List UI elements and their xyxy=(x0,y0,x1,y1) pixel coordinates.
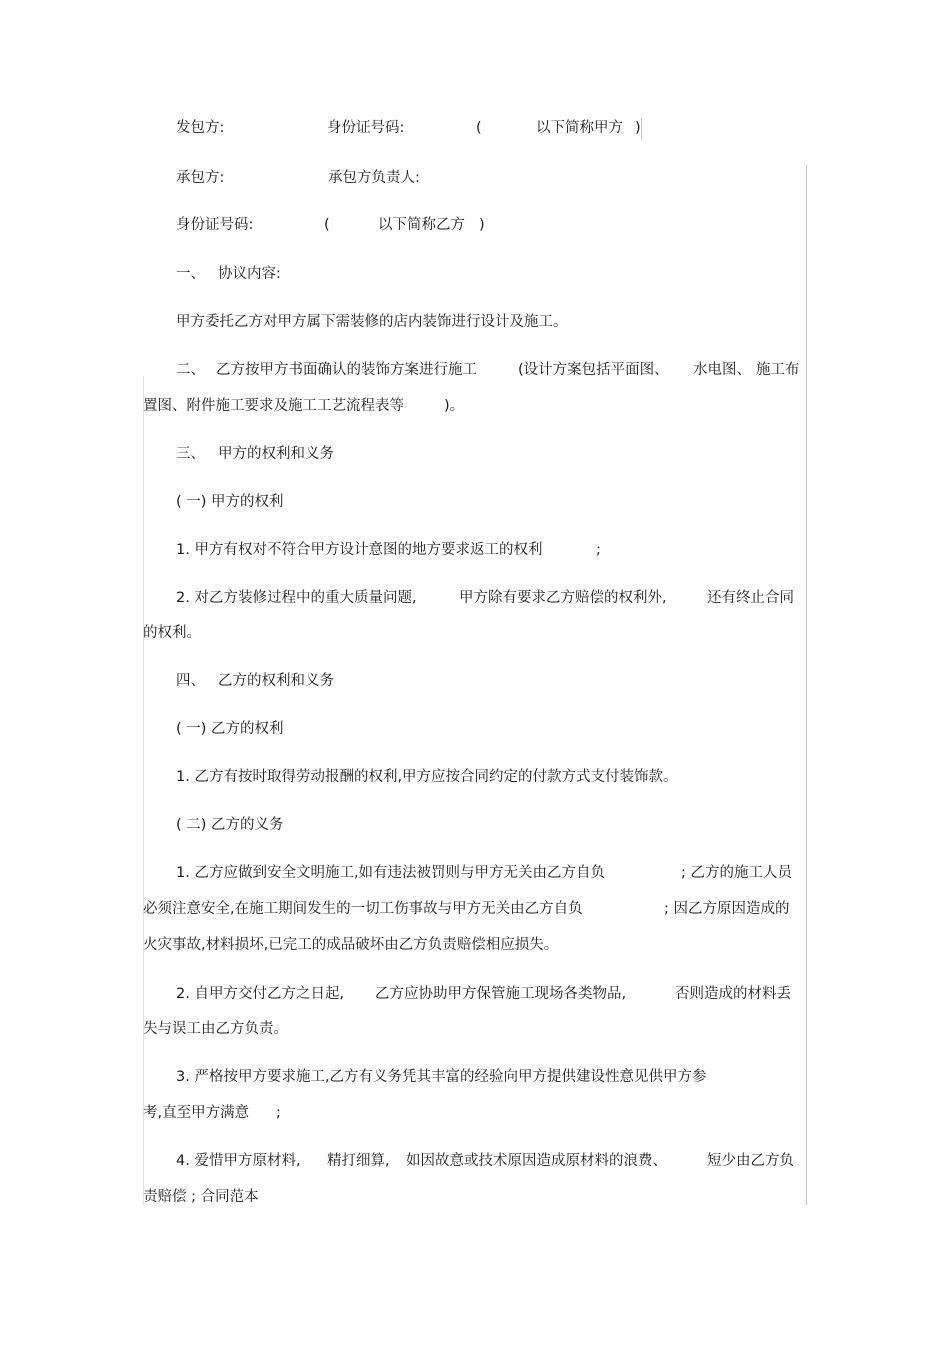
list-item-text: 的权利。 xyxy=(143,625,201,641)
list-item: 1. 乙方应做到安全文明施工,如有违法被罚则与甲方无关由乙方自负 xyxy=(176,865,606,881)
list-item-text: 还有终止合同 xyxy=(707,590,794,606)
page-margin-rule-left xyxy=(143,376,144,1205)
list-item-text: ; 乙方的施工人员 xyxy=(681,865,792,881)
list-item-text: ; 因乙方原因造成的 xyxy=(664,901,790,917)
list-item-punct: ; xyxy=(596,542,601,558)
paragraph-text: 乙方按甲方书面确认的装饰方案进行施工 xyxy=(216,362,477,378)
list-item-punct: ; xyxy=(276,1105,281,1121)
id-number-label: 身份证号码: xyxy=(176,217,254,233)
list-item: 4. 爱惜甲方原材料, xyxy=(176,1153,301,1169)
list-item: 2. 自甲方交付乙方之日起, xyxy=(176,986,345,1002)
section-number: 四、 xyxy=(176,673,205,689)
list-item-text: 否则造成的材料丢 xyxy=(675,986,791,1002)
paragraph-text: )。 xyxy=(444,398,465,414)
page-margin-rule-top xyxy=(641,118,642,140)
list-item: 3. 严格按甲方要求施工,乙方有义务凭其丰富的经验向甲方提供建设性意见供甲方参 xyxy=(176,1069,707,1085)
section-heading: 乙方的权利和义务 xyxy=(218,673,334,689)
list-item-text: 考,直至甲方满意 xyxy=(143,1105,250,1121)
contractee-manager-label: 承包方负责人: xyxy=(328,170,420,186)
list-item-text: 甲方除有要求乙方赔偿的权利外, xyxy=(459,590,667,606)
list-item-text: 乙方应协助甲方保管施工现场各类物品, xyxy=(375,986,627,1002)
contractor-label: 发包方: xyxy=(176,120,225,136)
paragraph: 甲方委托乙方对甲方属下需装修的店内装饰进行设计及施工。 xyxy=(176,314,568,330)
subsection-heading: ( 一) 甲方的权利 xyxy=(176,494,284,510)
list-item: 1. 甲方有权对不符合甲方设计意图的地方要求返工的权利 xyxy=(176,542,543,558)
section-number: 二、 xyxy=(176,362,205,378)
id-number-label: 身份证号码: xyxy=(327,120,405,136)
paren-close: ) xyxy=(635,120,641,136)
page-margin-rule-right xyxy=(806,165,807,1205)
contractee-label: 承包方: xyxy=(176,170,225,186)
list-item-text: 短少由乙方负 xyxy=(707,1153,794,1169)
paragraph-text: 施工布 xyxy=(756,362,800,378)
section-heading: 协议内容: xyxy=(218,266,281,282)
party-b-alias: 以下简称乙方 xyxy=(378,217,465,233)
list-item-text: 必须注意安全,在施工期间发生的一切工伤事故与甲方无关由乙方自负 xyxy=(143,901,583,917)
section-number: 三、 xyxy=(176,446,205,462)
list-item-text: 火灾事故,材料损坏,已完工的成品破坏由乙方负责赔偿相应损失。 xyxy=(143,937,559,953)
list-item: 1. 乙方有按时取得劳动报酬的权利,甲方应按合同约定的付款方式支付装饰款。 xyxy=(176,769,678,785)
paragraph-text: (设计方案包括平面图、 xyxy=(518,362,669,378)
paragraph-text: 水电图、 xyxy=(693,362,751,378)
paren-close: ) xyxy=(479,217,485,233)
paragraph-text: 置图、附件施工要求及施工工艺流程表等 xyxy=(143,398,404,414)
paren-open: ( xyxy=(324,217,330,233)
list-item-text: 责赔偿 ; 合同范本 xyxy=(143,1189,259,1205)
party-a-alias: 以下简称甲方 xyxy=(536,120,623,136)
subsection-heading: ( 一) 乙方的权利 xyxy=(176,721,284,737)
section-heading: 甲方的权利和义务 xyxy=(218,446,334,462)
section-number: 一、 xyxy=(176,266,205,282)
list-item: 2. 对乙方装修过程中的重大质量问题, xyxy=(176,590,417,606)
list-item-text: 如因故意或技术原因造成原材料的浪费、 xyxy=(406,1153,667,1169)
paren-open: ( xyxy=(476,120,482,136)
list-item-text: 失与误工由乙方负责。 xyxy=(143,1021,288,1037)
subsection-heading: ( 二) 乙方的义务 xyxy=(176,817,284,833)
list-item-text: 精打细算, xyxy=(327,1153,390,1169)
